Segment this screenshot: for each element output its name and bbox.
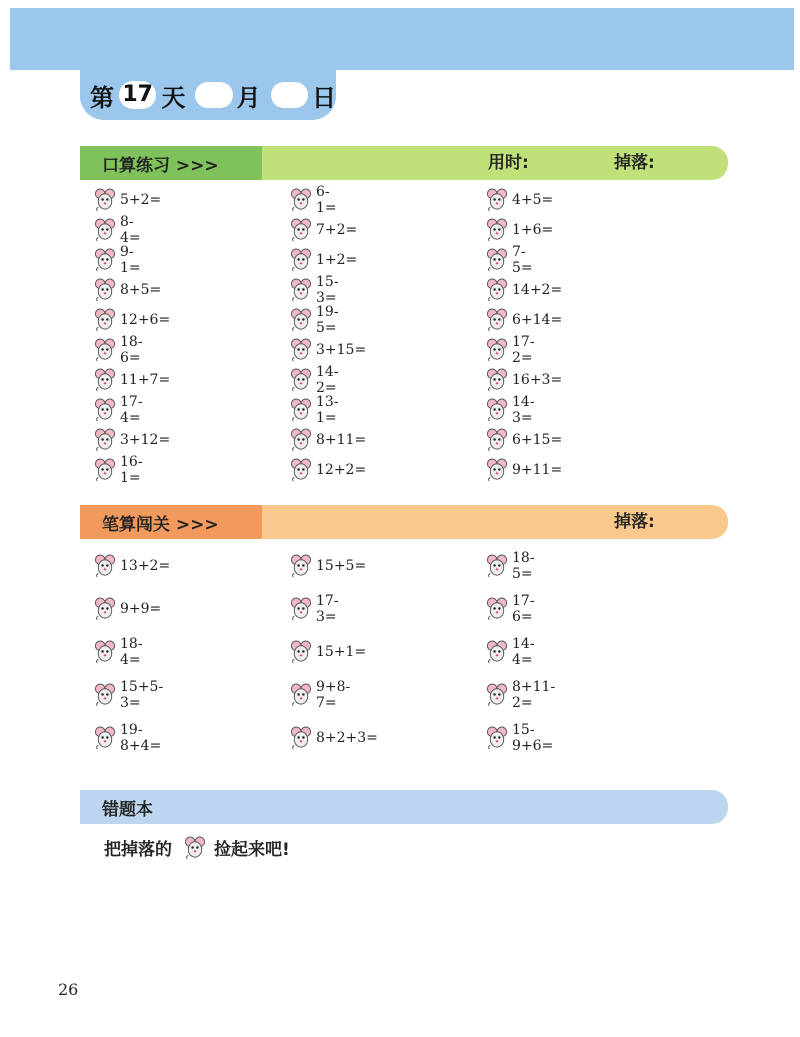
- problem-item: [94, 396, 143, 424]
- mouse-icon: [486, 398, 508, 422]
- problem-item: [290, 595, 339, 623]
- problem-item: [290, 306, 339, 334]
- mouse-icon: [94, 640, 116, 664]
- mouse-icon: [94, 248, 116, 272]
- mouse-icon: [94, 338, 116, 362]
- equation-text: 15+5-3=: [120, 679, 164, 711]
- mouse-icon: [486, 308, 508, 332]
- equation-text: 3+12=: [120, 432, 171, 448]
- mouse-icon: [94, 726, 116, 750]
- problem-item: [94, 426, 170, 454]
- problem-item: [486, 276, 562, 304]
- equation-text: 9+11=: [512, 462, 563, 478]
- mouse-icon: [486, 248, 508, 272]
- mouse-icon: [486, 458, 508, 482]
- equation-text: 18-5=: [512, 550, 535, 582]
- mistake-book-title: 错题本: [102, 799, 153, 820]
- problem-item: [486, 724, 553, 752]
- equation-text: 14-4=: [512, 636, 535, 668]
- problem-item: [290, 396, 339, 424]
- equation-text: 15-9+6=: [512, 722, 554, 754]
- mouse-icon: [486, 597, 508, 621]
- equation-text: 19-8+4=: [120, 722, 162, 754]
- problem-item: [290, 552, 366, 580]
- mouse-icon: [290, 640, 312, 664]
- problem-item: [290, 426, 366, 454]
- mouse-icon: [290, 308, 312, 332]
- equation-text: 17-3=: [316, 593, 339, 625]
- equation-text: 19-5=: [316, 304, 339, 336]
- problem-item: [290, 366, 339, 394]
- problem-item: [486, 426, 562, 454]
- mouse-icon: [486, 554, 508, 578]
- oral-practice-title: 口算练习 >>>: [80, 146, 262, 180]
- problem-item: [290, 276, 339, 304]
- problem-item: [94, 724, 161, 752]
- problem-item: [486, 336, 535, 364]
- top-color-band: [10, 8, 794, 70]
- equation-text: 8+2+3=: [316, 730, 378, 746]
- problem-item: [486, 306, 562, 334]
- mouse-icon: [94, 278, 116, 302]
- problem-item: [290, 186, 337, 214]
- mouse-icon: [94, 458, 116, 482]
- equation-text: 17-4=: [120, 394, 143, 426]
- problem-item: [94, 216, 141, 244]
- mouse-icon: [290, 726, 312, 750]
- problem-item: [486, 456, 562, 484]
- equation-text: 15+1=: [316, 644, 367, 660]
- mouse-icon: [486, 428, 508, 452]
- problem-item: [486, 595, 535, 623]
- mouse-icon: [290, 683, 312, 707]
- mouse-icon: [290, 428, 312, 452]
- mouse-icon: [290, 218, 312, 242]
- mouse-icon: [94, 218, 116, 242]
- problem-item: [290, 336, 366, 364]
- problem-item: [290, 216, 357, 244]
- problem-item: [94, 595, 161, 623]
- day-header: [80, 70, 336, 120]
- problem-item: [486, 246, 533, 274]
- equation-text: 4+5=: [512, 192, 554, 208]
- equation-text: 17-2=: [512, 334, 535, 366]
- equation-text: 18-6=: [120, 334, 143, 366]
- problem-item: [94, 456, 143, 484]
- mouse-icon: [290, 338, 312, 362]
- mouse-icon: [94, 368, 116, 392]
- equation-text: 13-1=: [316, 394, 339, 426]
- mouse-icon: [290, 398, 312, 422]
- day-prefix: 第: [90, 83, 114, 112]
- equation-text: 8-4=: [120, 214, 141, 246]
- equation-text: 9-1=: [120, 244, 141, 276]
- mouse-icon: [486, 683, 508, 707]
- equation-text: 9+8-7=: [316, 679, 351, 711]
- problem-item: [486, 638, 535, 666]
- mouse-icon: [290, 458, 312, 482]
- equation-text: 11+7=: [120, 372, 171, 388]
- equation-text: 6-1=: [316, 184, 337, 216]
- prompt-after: 捡起来吧!: [214, 840, 290, 860]
- mouse-icon: [290, 248, 312, 272]
- month-label: 月: [236, 83, 261, 112]
- equation-text: 5+2=: [120, 192, 162, 208]
- mouse-icon: [486, 218, 508, 242]
- equation-text: 7-5=: [512, 244, 533, 276]
- equation-text: 18-4=: [120, 636, 143, 668]
- equation-text: 14+2=: [512, 282, 563, 298]
- mouse-icon: [94, 554, 116, 578]
- mouse-icon: [290, 188, 312, 212]
- problem-item: [290, 638, 366, 666]
- equation-text: 9+9=: [120, 601, 162, 617]
- mistake-book-header: [80, 790, 728, 824]
- equation-text: 14-3=: [512, 394, 535, 426]
- problem-item: [94, 186, 161, 214]
- problem-item: [486, 681, 555, 709]
- equation-text: 8+11-2=: [512, 679, 556, 711]
- equation-text: 12+6=: [120, 312, 171, 328]
- mouse-icon: [94, 188, 116, 212]
- problem-item: [486, 186, 553, 214]
- problem-item: [486, 396, 535, 424]
- mouse-icon: [94, 428, 116, 452]
- page-number: 26: [58, 980, 79, 999]
- equation-text: 13+2=: [120, 558, 171, 574]
- date-label: 日: [311, 83, 336, 112]
- mouse-icon: [486, 338, 508, 362]
- equation-text: 17-6=: [512, 593, 535, 625]
- mouse-icon: [486, 368, 508, 392]
- problem-item: [290, 724, 378, 752]
- mistake-prompt: [104, 835, 290, 860]
- equation-text: 14-2=: [316, 364, 339, 396]
- equation-text: 6+14=: [512, 312, 563, 328]
- equation-text: 1+6=: [512, 222, 554, 238]
- mouse-icon: [290, 554, 312, 578]
- equation-text: 15+5=: [316, 558, 367, 574]
- mouse-icon: [94, 308, 116, 332]
- problem-item: [486, 552, 535, 580]
- equation-text: 6+15=: [512, 432, 563, 448]
- equation-text: 3+15=: [316, 342, 367, 358]
- equation-text: 15-3=: [316, 274, 339, 306]
- problem-item: [290, 681, 350, 709]
- mouse-icon: [486, 278, 508, 302]
- mouse-icon: [290, 368, 312, 392]
- mouse-icon: [94, 398, 116, 422]
- problem-item: [486, 366, 562, 394]
- prompt-before: 把掉落的: [104, 840, 172, 860]
- month-blank[interactable]: [195, 82, 232, 108]
- written-dropped-label: 掉落:: [614, 512, 655, 532]
- equation-text: 1+2=: [316, 252, 358, 268]
- mouse-icon: [184, 836, 206, 860]
- mouse-icon: [94, 597, 116, 621]
- written-challenge-header: [80, 505, 728, 539]
- equation-text: 8+11=: [316, 432, 367, 448]
- mouse-icon: [486, 188, 508, 212]
- problem-item: [290, 246, 357, 274]
- equation-text: 7+2=: [316, 222, 358, 238]
- mouse-icon: [486, 726, 508, 750]
- problem-item: [94, 246, 141, 274]
- problem-item: [94, 638, 143, 666]
- equation-text: 8+5=: [120, 282, 162, 298]
- equation-text: 16+3=: [512, 372, 563, 388]
- problem-item: [94, 276, 161, 304]
- problem-item: [94, 336, 143, 364]
- problem-item: [486, 216, 553, 244]
- day-suffix: 天: [161, 83, 186, 112]
- equation-text: 12+2=: [316, 462, 367, 478]
- oral-dropped-label: 掉落:: [614, 153, 655, 173]
- written-challenge-title: 笔算闯关 >>>: [80, 505, 262, 539]
- mouse-icon: [290, 278, 312, 302]
- day-number: 17: [119, 81, 156, 109]
- mouse-icon: [94, 683, 116, 707]
- equation-text: 16-1=: [120, 454, 143, 486]
- mouse-icon: [486, 640, 508, 664]
- problem-item: [94, 552, 170, 580]
- problem-item: [94, 306, 170, 334]
- oral-practice-header: [80, 146, 728, 180]
- problem-item: [94, 366, 170, 394]
- time-used-label: 用时:: [488, 153, 529, 173]
- problem-item: [94, 681, 163, 709]
- date-blank[interactable]: [271, 82, 308, 108]
- mouse-icon: [290, 597, 312, 621]
- problem-item: [290, 456, 366, 484]
